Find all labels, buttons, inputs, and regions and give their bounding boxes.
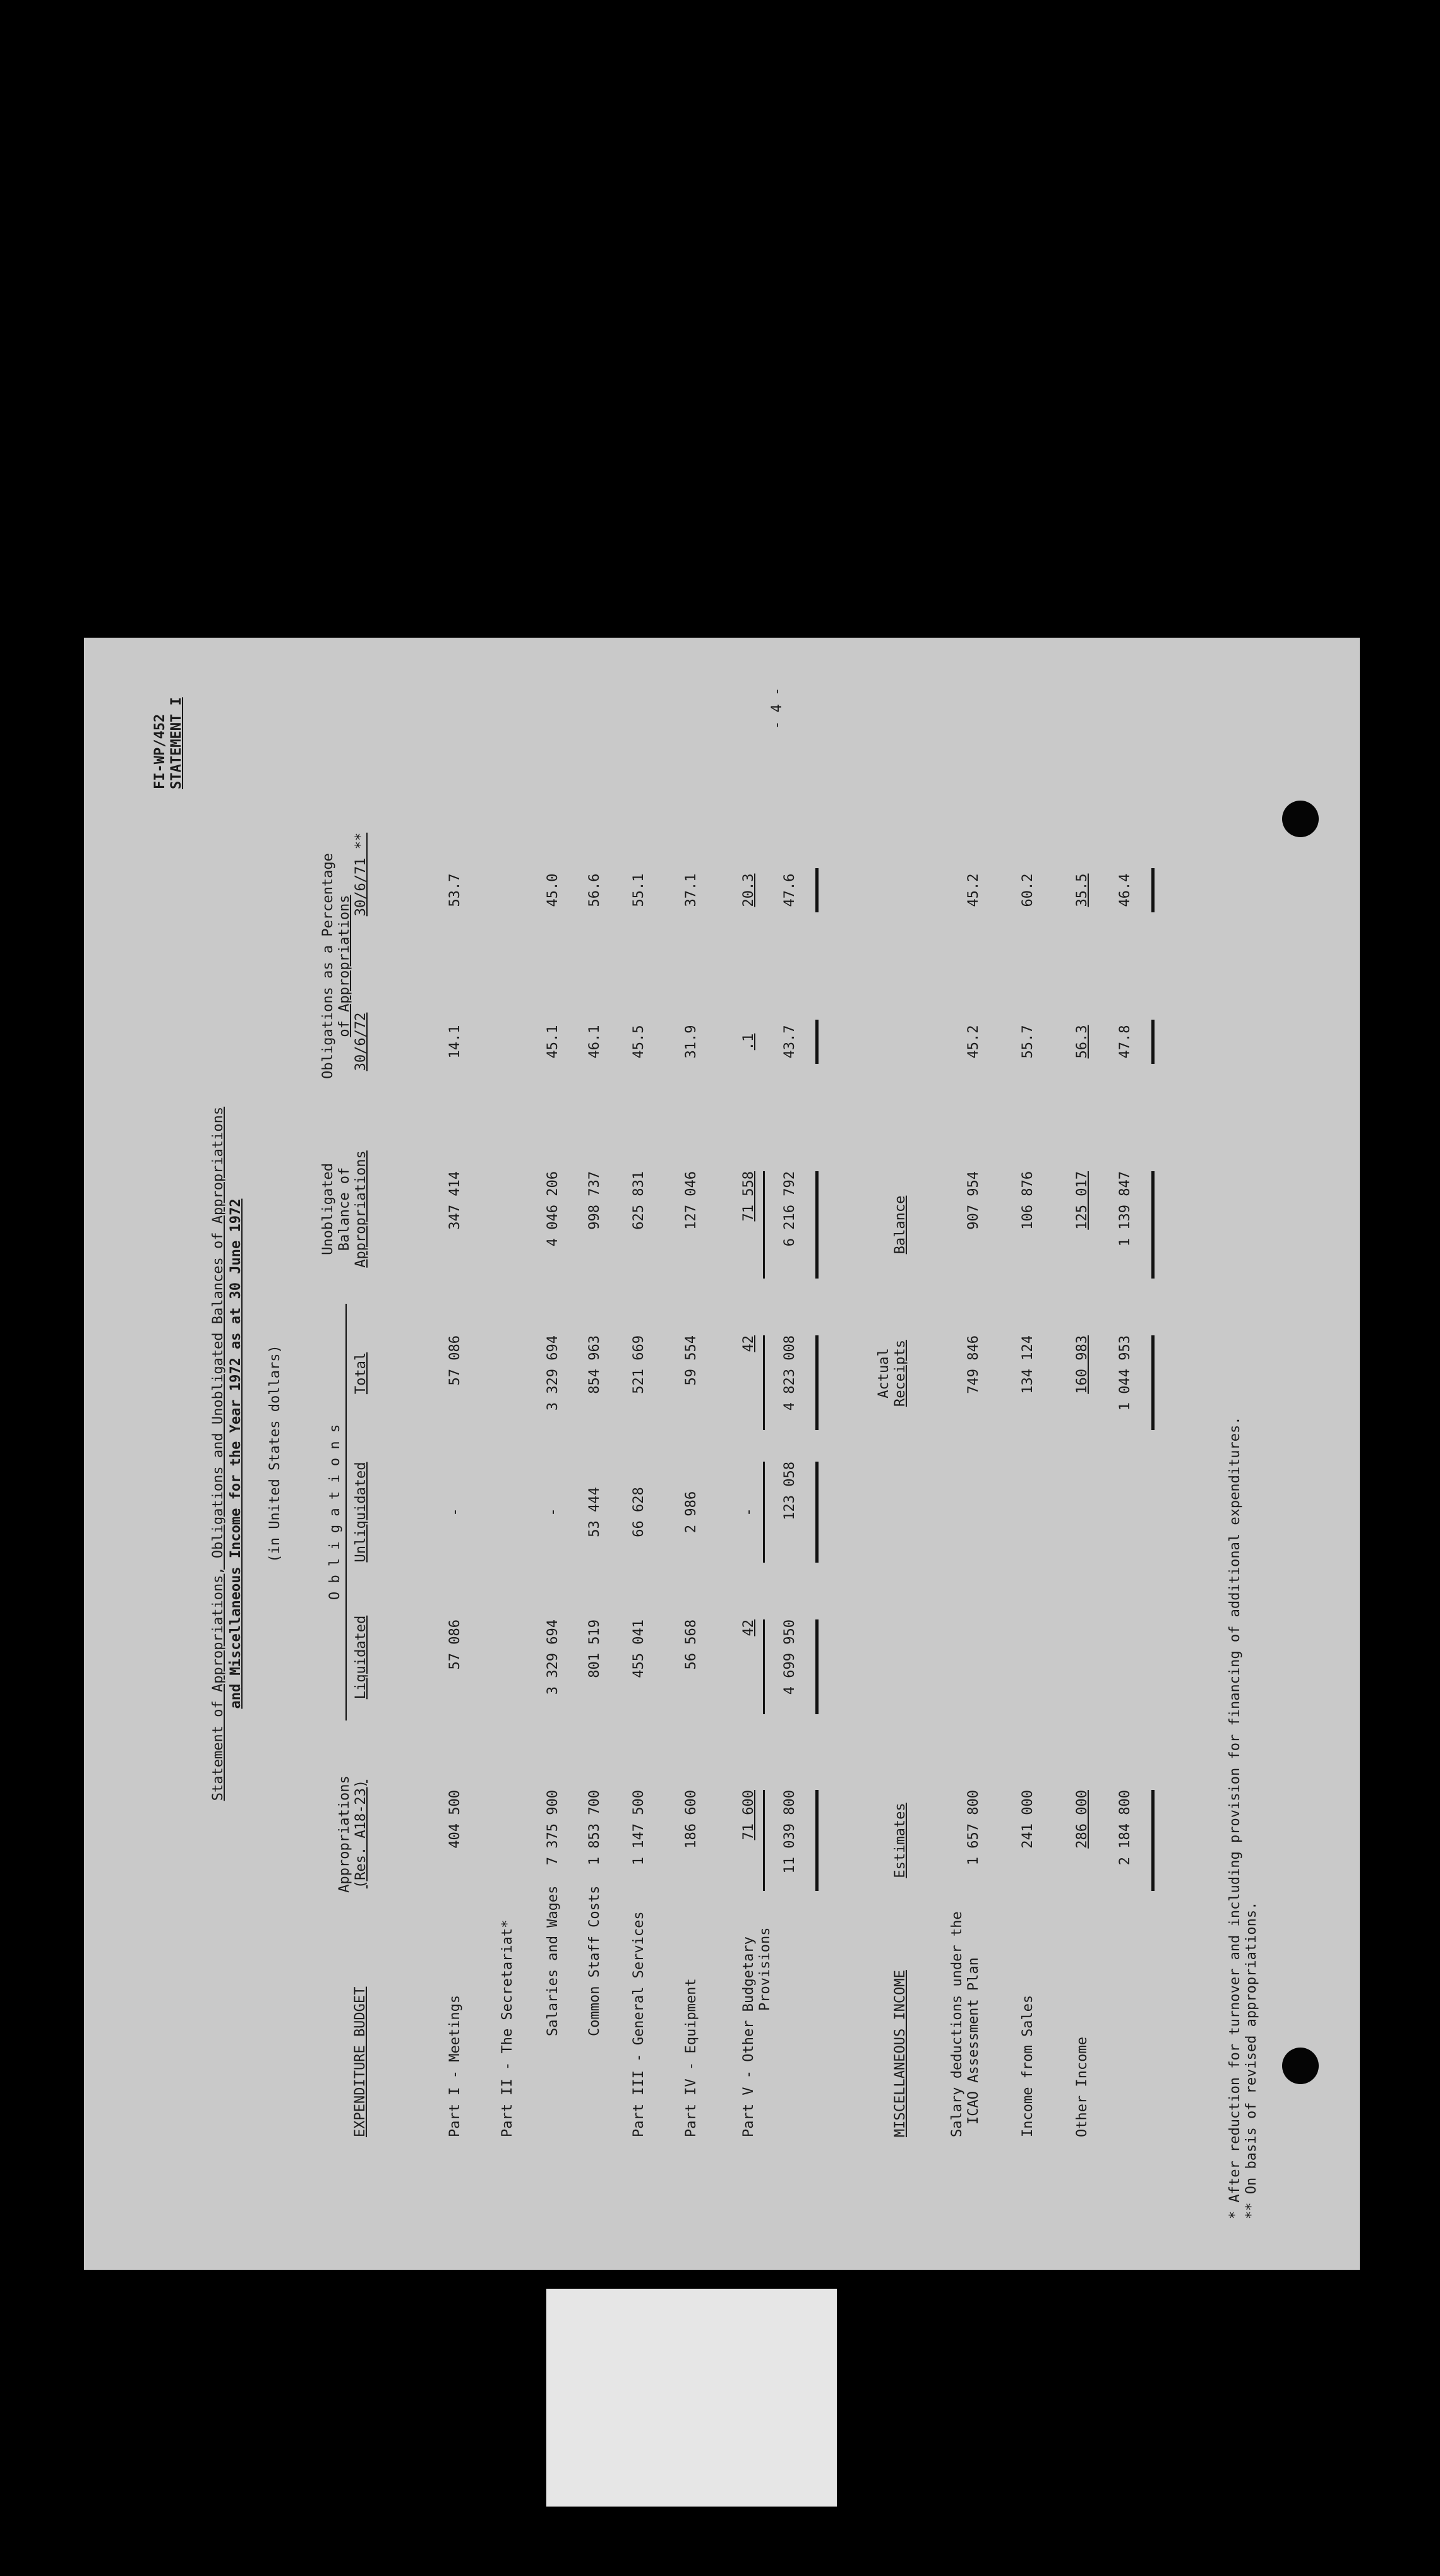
row-label-secretariat: Part II - The Secretariat* bbox=[500, 1919, 515, 2137]
col-pct-72: 30/6/72 bbox=[353, 1012, 369, 1071]
cell-actual: 749 846 bbox=[966, 1335, 981, 1394]
cell-appropriations: 1 147 500 bbox=[631, 1790, 647, 1866]
col-pct-2: of Appropriations bbox=[337, 895, 352, 1037]
obligations-underline bbox=[345, 1304, 347, 1720]
cell-unliquidated: 53 444 bbox=[587, 1487, 603, 1537]
document-page bbox=[84, 638, 1360, 2270]
row-label: Common Staff Costs bbox=[587, 1885, 603, 2036]
cell-pct-72: .1 bbox=[741, 1033, 757, 1051]
doc-reference: FI-WP/452 bbox=[152, 713, 168, 789]
cell-pct-72: 14.1 bbox=[447, 1025, 463, 1059]
subtitle: (in United States dollars) bbox=[267, 1345, 283, 1563]
double-rule bbox=[1151, 1020, 1155, 1064]
cell-pct-72: 46.1 bbox=[587, 1025, 603, 1059]
title-line-2: and Miscellaneous Income for the Year 1972 as at 30 June 1972 bbox=[228, 1198, 244, 1709]
cell-liquidated: 56 568 bbox=[683, 1619, 699, 1670]
row-label-cont: ICAO Assessment Plan bbox=[966, 1957, 981, 2125]
cell-unliquidated: - bbox=[545, 1508, 561, 1517]
cell-appropriations: 404 500 bbox=[447, 1790, 463, 1849]
cell-total: 521 669 bbox=[631, 1335, 647, 1394]
double-rule bbox=[1151, 1335, 1155, 1430]
cell-pct-71: 45.0 bbox=[545, 873, 561, 907]
col-unobligated-3: Appropriations bbox=[353, 1150, 369, 1268]
cell-unliquidated: - bbox=[741, 1508, 757, 1517]
rule bbox=[763, 1171, 765, 1279]
cell-balance: 106 876 bbox=[1020, 1171, 1036, 1230]
cell-total: 3 329 694 bbox=[545, 1335, 561, 1411]
rule bbox=[763, 1335, 765, 1430]
cell-pct-71: 55.1 bbox=[631, 873, 647, 907]
index-card bbox=[546, 2289, 837, 2507]
col-obligations: O b l i g a t i o n s bbox=[327, 1424, 343, 1601]
cell-pct-71: 20.3 bbox=[741, 873, 757, 907]
cell-total: 42 bbox=[741, 1335, 757, 1352]
col-unobligated-1: Unobligated bbox=[320, 1163, 336, 1255]
double-rule bbox=[815, 868, 819, 912]
rule bbox=[763, 1790, 765, 1891]
double-rule bbox=[815, 1020, 819, 1064]
cell-pct-72: 31.9 bbox=[683, 1025, 699, 1059]
footnote-2: ** On basis of revised appropriations. bbox=[1244, 1901, 1259, 2219]
double-rule bbox=[1151, 1790, 1155, 1891]
col-estimates: Estimates bbox=[892, 1803, 908, 1878]
row-label: Part IV - Equipment bbox=[683, 1978, 699, 2137]
cell-unobligated: 71 558 bbox=[741, 1171, 757, 1222]
col-unliquidated: Unliquidated bbox=[353, 1462, 369, 1563]
cell-liquidated: 3 329 694 bbox=[545, 1619, 561, 1695]
double-rule bbox=[815, 1462, 819, 1563]
cell-pct-72: 47.8 bbox=[1117, 1025, 1133, 1059]
cell-unliquidated: - bbox=[447, 1508, 463, 1517]
cell-total: 4 823 008 bbox=[782, 1335, 798, 1411]
col-pct-71: 30/6/71 ** bbox=[353, 832, 369, 917]
cell-liquidated: 57 086 bbox=[447, 1619, 463, 1670]
cell-unobligated: 4 046 206 bbox=[545, 1171, 561, 1247]
double-rule bbox=[1151, 868, 1155, 912]
cell-liquidated: 4 699 950 bbox=[782, 1619, 798, 1695]
cell-unobligated: 127 046 bbox=[683, 1171, 699, 1230]
col-pct-1: Obligations as a Percentage bbox=[320, 853, 336, 1079]
cell-pct-72: 45.5 bbox=[631, 1025, 647, 1059]
cell-pct-71: 35.5 bbox=[1074, 873, 1090, 907]
cell-unobligated: 625 831 bbox=[631, 1171, 647, 1230]
cell-liquidated: 42 bbox=[741, 1619, 757, 1637]
cell-balance: 125 017 bbox=[1074, 1171, 1090, 1230]
cell-balance: 907 954 bbox=[966, 1171, 981, 1230]
cell-unliquidated: 123 058 bbox=[782, 1462, 798, 1520]
cell-total: 854 963 bbox=[587, 1335, 603, 1394]
cell-total: 59 554 bbox=[683, 1335, 699, 1386]
cell-pct-72: 43.7 bbox=[782, 1025, 798, 1059]
cell-pct-71: 60.2 bbox=[1020, 873, 1036, 907]
row-label-cont: Provisions bbox=[757, 1927, 773, 2011]
footnote-1: * After reduction for turnover and including provision for financing of additional expenditures. bbox=[1227, 1416, 1243, 2219]
cell-estimates: 1 657 800 bbox=[966, 1790, 981, 1866]
expenditure-section-label: EXPENDITURE BUDGET bbox=[352, 1986, 368, 2137]
double-rule bbox=[815, 1335, 819, 1430]
cell-pct-71: 46.4 bbox=[1117, 873, 1133, 907]
row-label: Part V - Other Budgetary bbox=[741, 1936, 757, 2137]
col-liquidated: Liquidated bbox=[353, 1615, 369, 1700]
cell-pct-72: 45.2 bbox=[966, 1025, 981, 1059]
col-unobligated-2: Balance of bbox=[337, 1167, 352, 1251]
row-label: Part I - Meetings bbox=[447, 1995, 463, 2137]
col-actual-1: Actual bbox=[876, 1348, 892, 1398]
rule bbox=[763, 1619, 765, 1714]
cell-pct-72: 55.7 bbox=[1020, 1025, 1036, 1059]
cell-unliquidated: 66 628 bbox=[631, 1487, 647, 1537]
statement-label: STATEMENT I bbox=[169, 697, 184, 789]
rule bbox=[763, 1462, 765, 1563]
cell-estimates: 2 184 800 bbox=[1117, 1790, 1133, 1866]
cell-estimates: 286 000 bbox=[1074, 1790, 1090, 1849]
double-rule bbox=[815, 1790, 819, 1891]
row-label: Part III - General Services bbox=[631, 1911, 647, 2137]
row-label: Other Income bbox=[1074, 2037, 1090, 2137]
cell-pct-71: 45.2 bbox=[966, 873, 981, 907]
cell-appropriations: 1 853 700 bbox=[587, 1790, 603, 1866]
cell-liquidated: 455 041 bbox=[631, 1619, 647, 1678]
cell-appropriations: 11 039 800 bbox=[782, 1790, 798, 1874]
cell-unliquidated: 2 986 bbox=[683, 1491, 699, 1534]
cell-unobligated: 998 737 bbox=[587, 1171, 603, 1230]
cell-appropriations: 7 375 900 bbox=[545, 1790, 561, 1866]
col-total: Total bbox=[353, 1352, 369, 1395]
cell-actual: 160 983 bbox=[1074, 1335, 1090, 1394]
cell-unobligated: 6 216 792 bbox=[782, 1171, 798, 1247]
cell-appropriations: 71 600 bbox=[741, 1790, 757, 1840]
double-rule bbox=[1151, 1171, 1155, 1279]
cell-estimates: 241 000 bbox=[1020, 1790, 1036, 1849]
cell-pct-71: 37.1 bbox=[683, 873, 699, 907]
cell-pct-71: 56.6 bbox=[587, 873, 603, 907]
cell-pct-72: 45.1 bbox=[545, 1025, 561, 1059]
income-section-label: MISCELLANEOUS INCOME bbox=[892, 1970, 908, 2137]
cell-unobligated: 347 414 bbox=[447, 1171, 463, 1230]
cell-pct-71: 47.6 bbox=[782, 873, 798, 907]
col-appropriations: Appropriations bbox=[337, 1775, 352, 1893]
cell-actual: 134 124 bbox=[1020, 1335, 1036, 1394]
col-appropriations-res: (Res. A18-23) bbox=[353, 1779, 369, 1889]
cell-pct-71: 53.7 bbox=[447, 873, 463, 907]
page-number: - 4 - bbox=[769, 687, 785, 729]
cell-appropriations: 186 600 bbox=[683, 1790, 699, 1849]
double-rule bbox=[815, 1619, 819, 1714]
cell-pct-72: 56.3 bbox=[1074, 1025, 1090, 1059]
col-actual-2: Receipts bbox=[892, 1340, 908, 1407]
rotated-statement bbox=[84, 638, 1360, 2270]
row-label: Income from Sales bbox=[1020, 1995, 1036, 2137]
cell-total: 57 086 bbox=[447, 1335, 463, 1386]
double-rule bbox=[815, 1171, 819, 1279]
cell-actual: 1 044 953 bbox=[1117, 1335, 1133, 1411]
title-line-1: Statement of Appropriations, Obligations and Unobligated Balances of Appropriations bbox=[210, 1106, 226, 1801]
cell-balance: 1 139 847 bbox=[1117, 1171, 1133, 1247]
col-balance: Balance bbox=[892, 1195, 908, 1255]
cell-liquidated: 801 519 bbox=[587, 1619, 603, 1678]
row-label: Salary deductions under the bbox=[949, 1911, 965, 2137]
row-label: Salaries and Wages bbox=[545, 1885, 561, 2036]
